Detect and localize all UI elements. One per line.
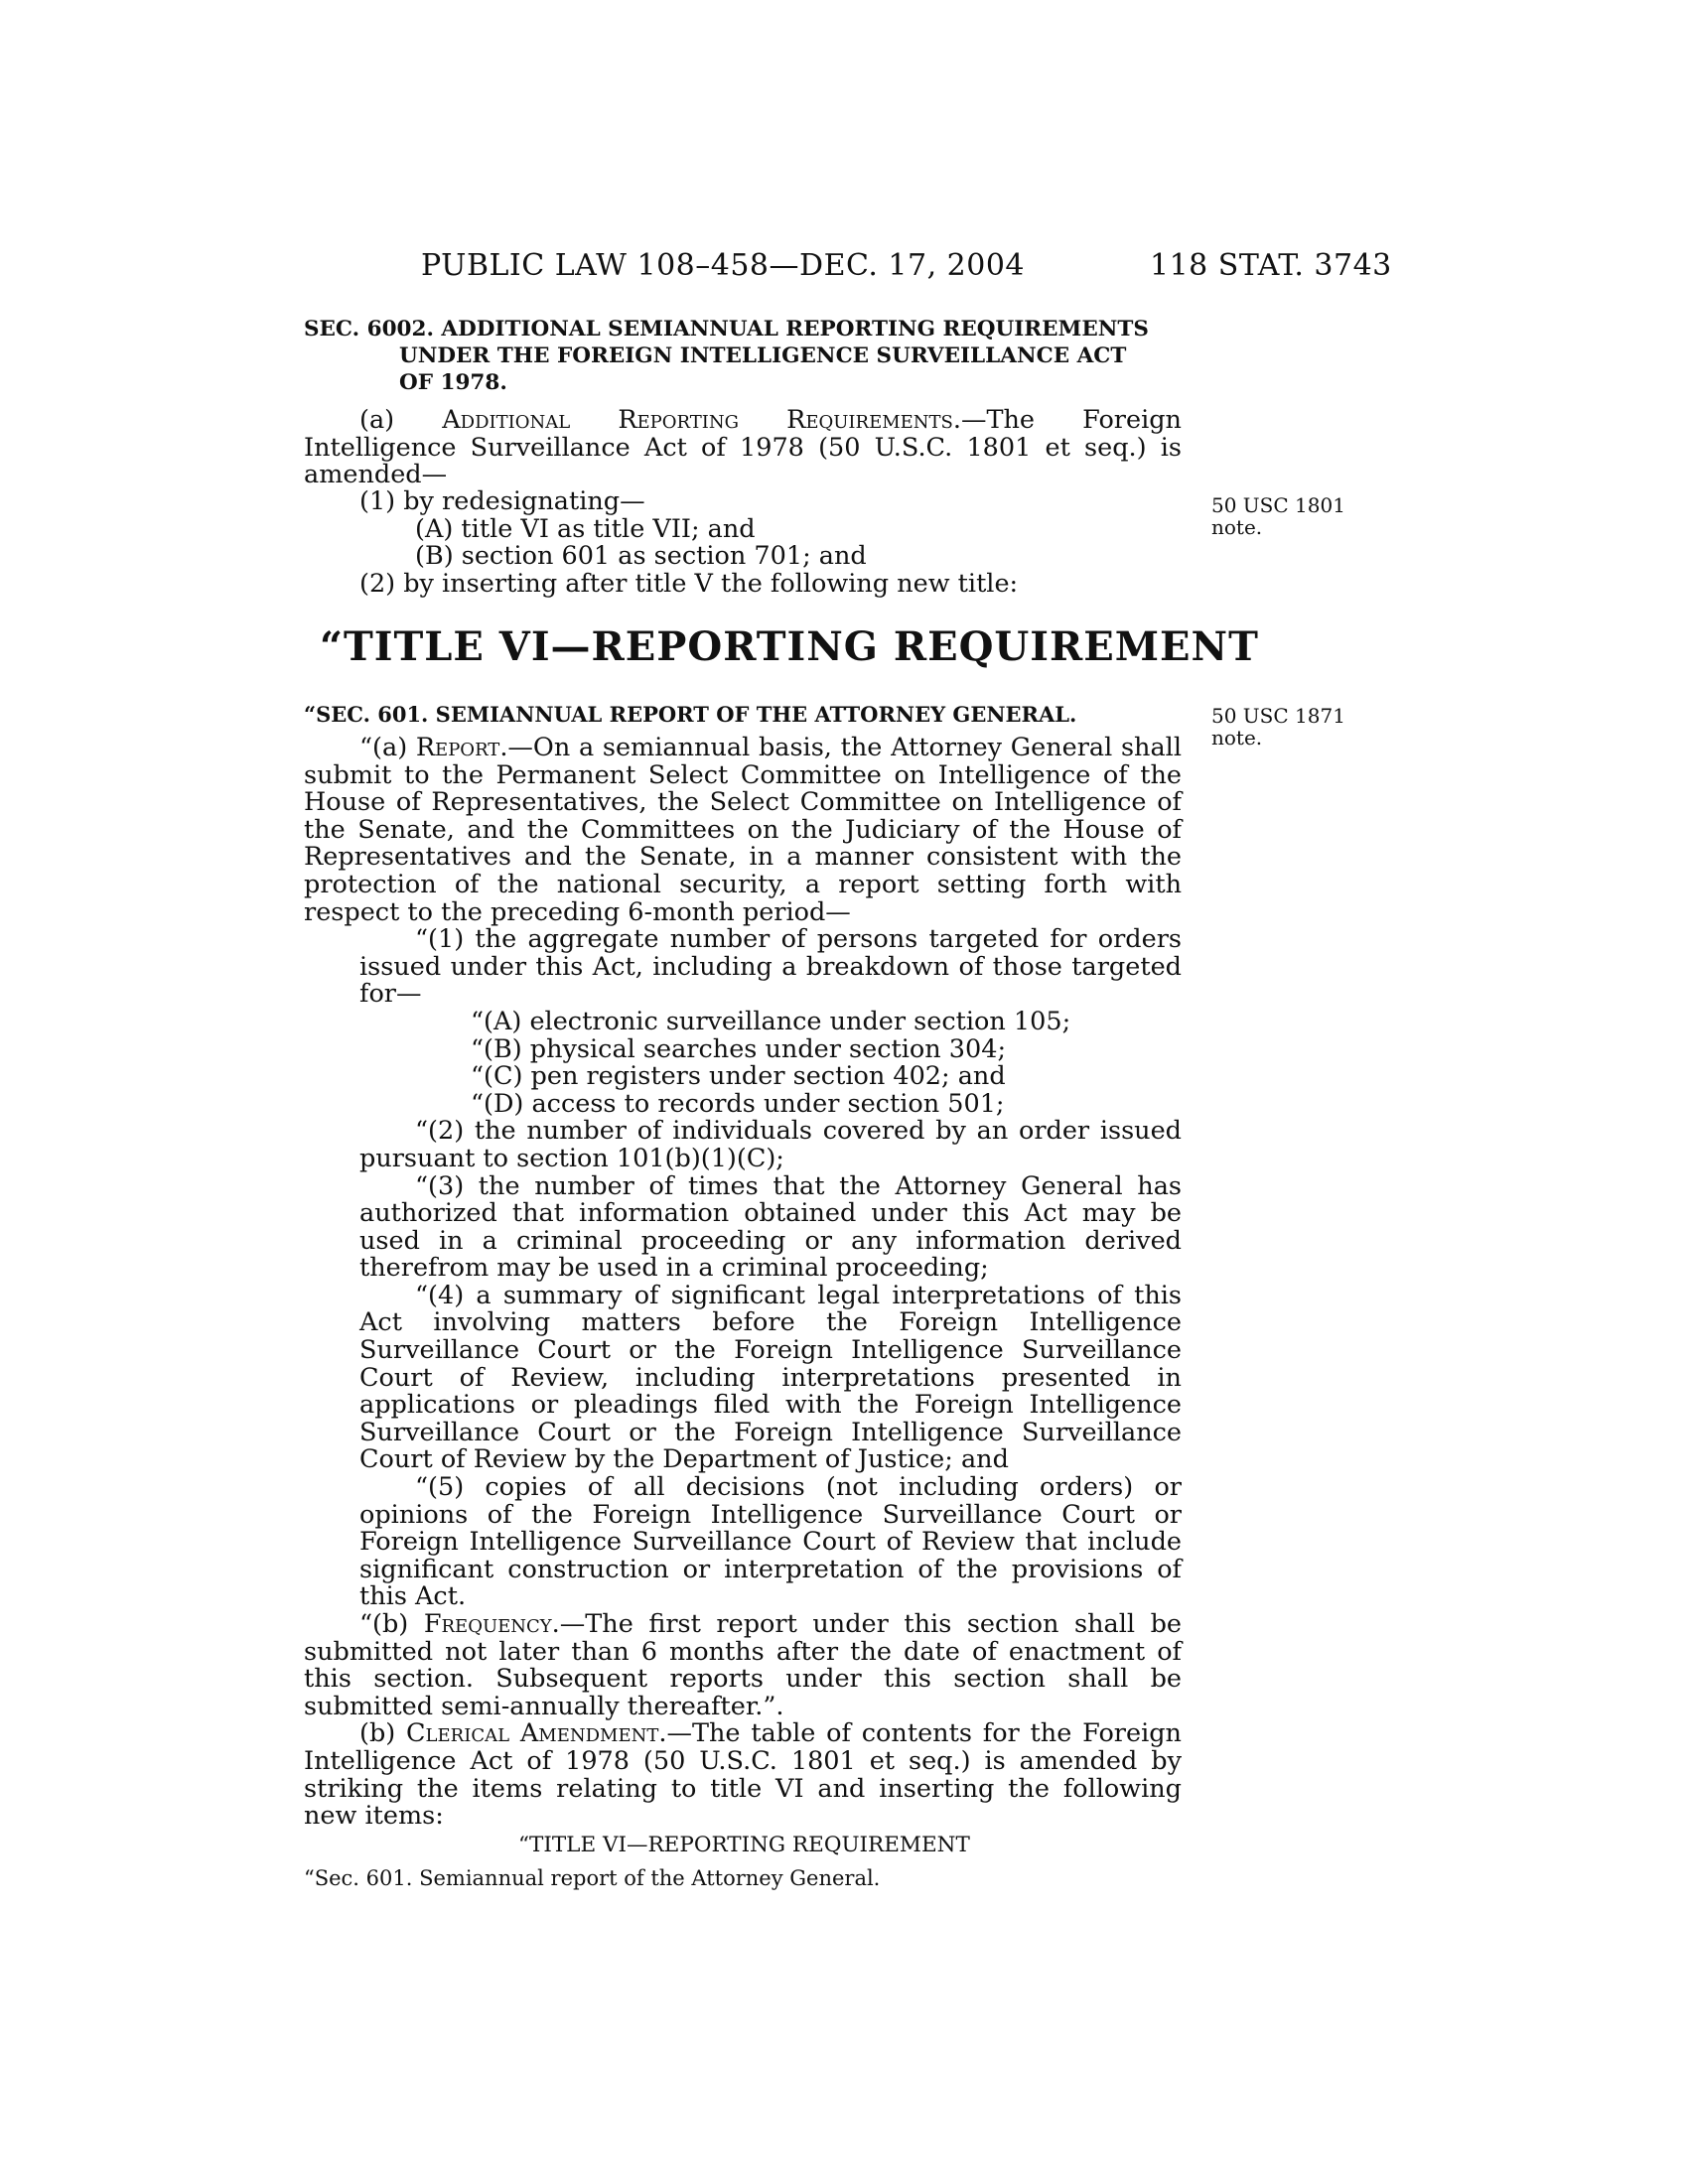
amendment-list [304, 488, 1182, 598]
subsection-label: “(b) [359, 1609, 424, 1639]
section-6002-heading-line2: UNDER THE FOREIGN INTELLIGENCE SURVEILLANCE ACT [399, 343, 1127, 368]
subsection-a-paragraph [304, 407, 1182, 489]
toc-item: “Sec. 601. Semiannual report of the Attorney General. [304, 1866, 881, 1890]
section-601-body [304, 735, 1182, 1831]
subsection-a-label: (a) [359, 405, 443, 435]
section-6002-heading-line3: OF 1978. [399, 370, 507, 395]
subparagraph-d: “(D) access to records under section 501; [471, 1088, 1005, 1119]
paragraph-5: “(5) copies of all decisions (not including orders) or opinions of the Foreign Intelligence Surveillance Court or Foreign Intelligence Surveillance Court of Review that include significant construction or interpretation of the provisions of this Act. [359, 1472, 1182, 1612]
subsection-caption: Clerical Amendment [406, 1718, 659, 1749]
list-item: (B) section 601 as section 701; and [415, 541, 867, 572]
margin-note-line: 50 USC 1871 [1211, 704, 1345, 728]
list-item: (A) title VI as title VII; and [415, 513, 756, 544]
toc-title: “TITLE VI—REPORTING REQUIREMENT [518, 1833, 970, 1857]
margin-note-line: 50 USC 1801 [1211, 493, 1345, 517]
subparagraph-a: “(A) electronic surveillance under section 105; [471, 1006, 1071, 1036]
section-6002-subsection-a [304, 407, 1182, 489]
title-vi-heading: “TITLE VI—REPORTING REQUIREMENT [320, 623, 1259, 670]
section-601-heading: “SEC. 601. SEMIANNUAL REPORT OF THE ATTORNEY GENERAL. [304, 702, 1077, 727]
paragraph-2: “(2) the number of individuals covered by an order issued pursuant to section 101(b)(1)(C); [359, 1116, 1182, 1173]
margin-note-line: note. [1211, 515, 1263, 539]
running-head-title: PUBLIC LAW 108–458—DEC. 17, 2004 [421, 248, 1026, 283]
list-item: (2) by inserting after title V the following new title: [359, 568, 1019, 599]
subsection-text: .—The table of contents for the Foreign Intelligence Act of 1978 (50 U.S.C. 1801 et seq.) is amended by striking the items relating to title VI and inserting the following new items: [304, 1718, 1182, 1832]
clerical-amendment [304, 1720, 1182, 1830]
subparagraph-c: “(C) pen registers under section 402; and [471, 1061, 1006, 1092]
margin-note-50-usc-1871 [1211, 705, 1350, 749]
subsection-a-text: .—The Foreign Intelligence Surveillance Act of 1978 (50 U.S.C. 1801 et seq.) is amended— [304, 405, 1182, 490]
section-601-subsection-a [304, 735, 1182, 926]
subsection-text: .—On a semiannual basis, the Attorney General shall submit to the Permanent Select Committee on Intelligence of the House of Representatives, the Select Committee on Intelligence of the Senate, and the Committees on the Judiciary of the House of Representatives and the Senate, in a manner consistent with the protection of the national security, a report setting forth with respect to the preceding 6-month period— [304, 733, 1182, 927]
section-601-subsection-b [304, 1611, 1182, 1720]
list-item: (1) by redesignating— [359, 486, 645, 516]
paragraph-3: “(3) the number of times that the Attorney General has authorized that information obtained under this Act may be used in a criminal proceeding or any information derived therefrom may be used in a criminal proceeding; [359, 1170, 1182, 1284]
subsection-label: (b) [359, 1718, 407, 1749]
subsection-caption: Report [415, 733, 500, 762]
subsection-label: “(a) [359, 733, 416, 762]
margin-note-line: note. [1211, 726, 1263, 750]
section-6002-heading [304, 316, 1178, 396]
subsection-a-caption: Additional Reporting Requirements [442, 405, 953, 435]
subparagraph-b: “(B) physical searches under section 304; [471, 1033, 1007, 1064]
subsection-text: .—The first report under this section shall be submitted not later than 6 months after the date of enactment of this section. Subsequent reports under this section shall be submitted semi-annually thereafter.”. [304, 1609, 1182, 1721]
paragraph-1: “(1) the aggregate number of persons targeted for orders issued under this Act, including a breakdown of those targeted for— [359, 924, 1182, 1010]
section-6002-heading-line1: SEC. 6002. ADDITIONAL SEMIANNUAL REPORTING REQUIREMENTS [304, 317, 1149, 341]
paragraph-4: “(4) a summary of significant legal interpretations of this Act involving matters before the Foreign Intelligence Surveillance Court or the Foreign Intelligence Surveillance Court of Review, including interpretations presented in applications or pleadings filed with the Foreign Intelligence Surveillance Court or the Foreign Intelligence Surveillance Court of Review by the Department of Justice; and [359, 1280, 1182, 1475]
subsection-caption: Frequency [423, 1609, 552, 1639]
running-head-stat-page: 118 STAT. 3743 [1150, 248, 1392, 283]
margin-note-50-usc-1801 [1211, 494, 1350, 538]
